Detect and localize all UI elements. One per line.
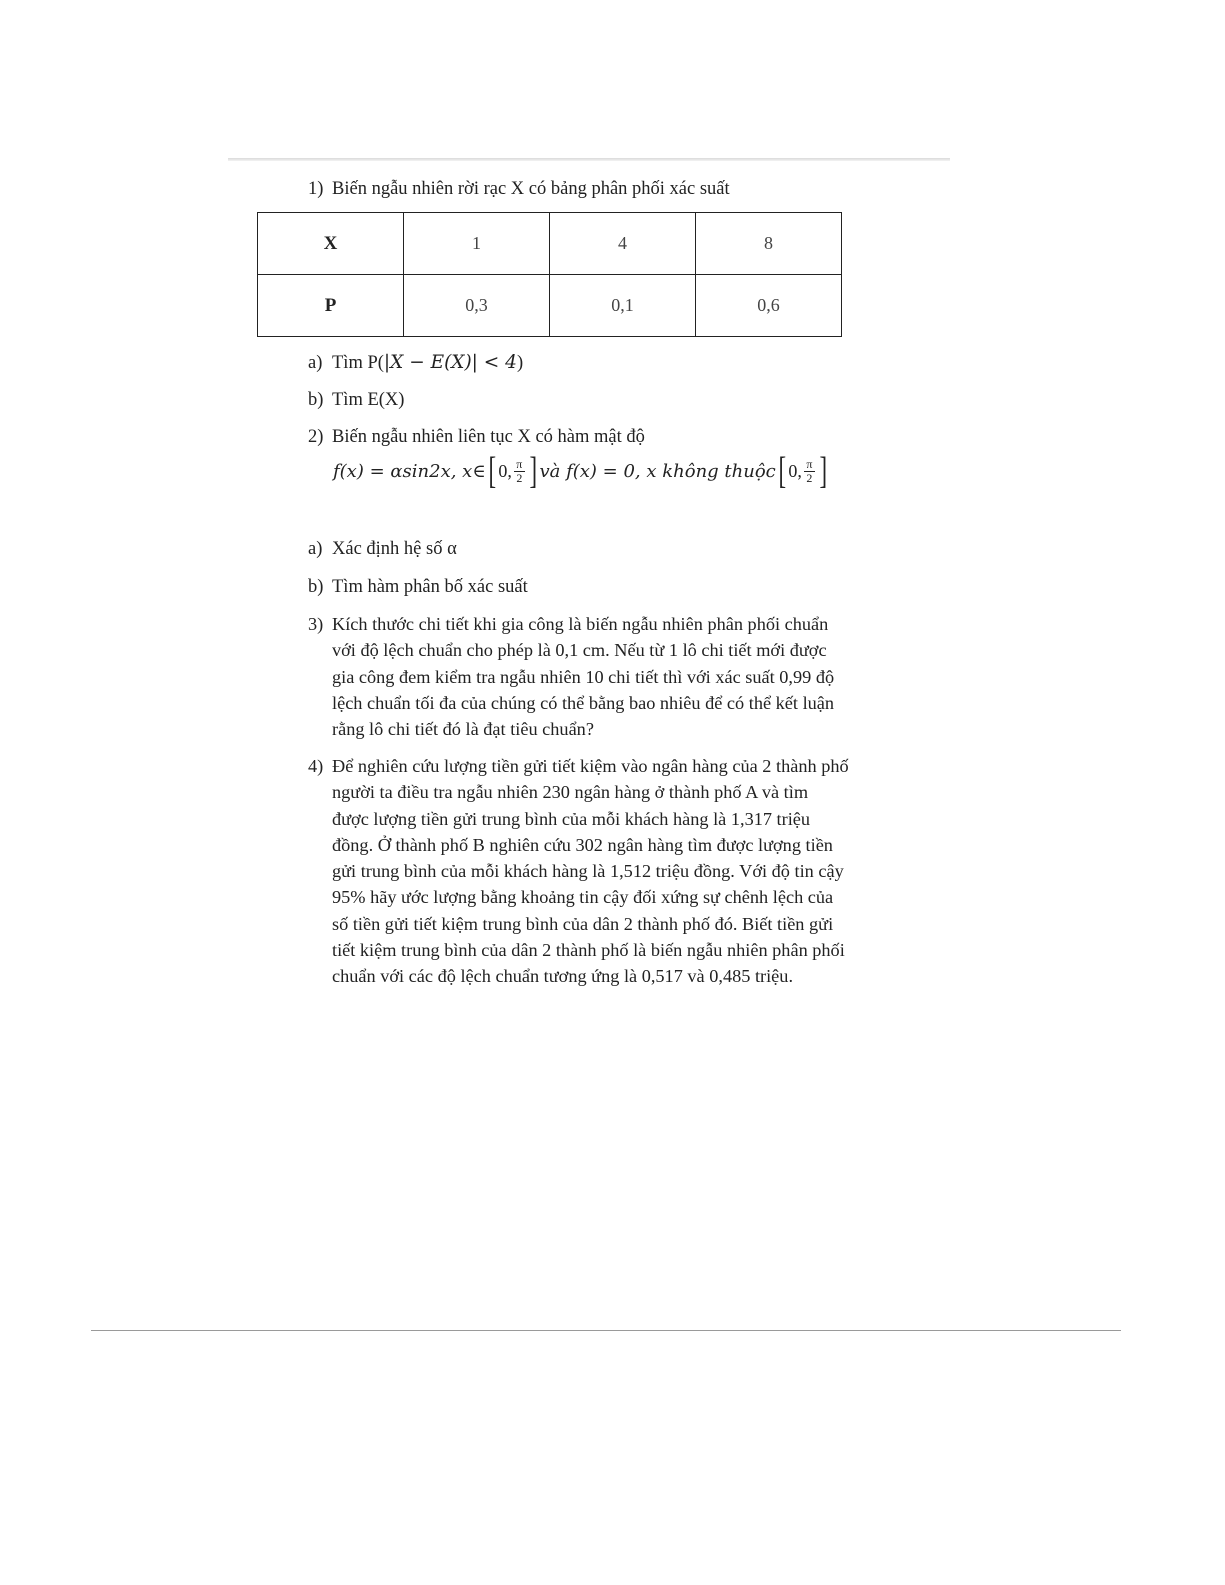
question-3-number: 3) <box>308 614 324 634</box>
question-2a-text: Xác định hệ số α <box>332 539 457 559</box>
question-2b-label: b) <box>308 577 324 597</box>
question-1a-label: a) <box>308 353 323 373</box>
table-row <box>258 275 842 337</box>
bottom-divider <box>91 1330 1121 1331</box>
bracket-open: [ <box>488 450 496 492</box>
question-2a <box>308 536 457 562</box>
interval-start-2: 0, <box>788 460 802 481</box>
question-4-line: chuẩn với các độ lệch chuẩn tương ứng là 0,517 và 0,485 triệu. <box>332 966 794 987</box>
question-3-line: rằng lô chi tiết đó là đạt tiêu chuẩn? <box>332 719 594 740</box>
question-1a-body <box>332 350 523 376</box>
question-1a-text: Tìm P( <box>332 353 384 373</box>
top-divider <box>228 158 950 161</box>
question-4 <box>308 753 849 990</box>
bracket-close-2: ] <box>819 450 828 492</box>
question-3-line: gia công đem kiểm tra ngẫu nhiên 10 chi tiết thì với xác suất 0,99 độ <box>332 666 835 687</box>
fraction-denominator: 2 <box>806 470 813 485</box>
question-1b-label: b) <box>308 390 324 410</box>
question-4-number: 4) <box>308 756 324 776</box>
table-cell: 4 <box>550 213 696 275</box>
table-cell: 1 <box>404 213 550 275</box>
question-4-line: 95% hãy ước lượng bằng khoảng tin cậy đối xứng sự chênh lệch của <box>332 887 834 908</box>
question-4-line: được lượng tiền gửi trung bình của mỗi khách hàng là 1,317 triệu <box>332 808 811 829</box>
bracket-open-2: [ <box>778 450 786 492</box>
fraction-pi-over-2 <box>514 458 525 485</box>
question-2-text: Biến ngẫu nhiên liên tục X có hàm mật độ <box>332 427 645 447</box>
question-4-line: tiết kiệm trung bình của dân 2 thành phố là biến ngẫu nhiên phân phối <box>332 940 845 961</box>
question-2a-label: a) <box>308 539 323 559</box>
question-4-line: số tiền gửi tiết kiệm trung bình của dân 2 thành phố đó. Biết tiền gửi <box>332 913 834 934</box>
question-1-number: 1) <box>308 179 324 199</box>
question-4-line: gửi trung bình của mỗi khách hàng là 1,512 triệu đồng. Với độ tin cậy <box>332 861 844 882</box>
question-3-line: lệch chuẩn tối đa của chúng có thể bằng bao nhiêu để có thể kết luận <box>332 692 835 713</box>
table-row-head-x: X <box>258 213 404 275</box>
fraction-numerator: π <box>806 456 813 471</box>
question-4-line: người ta điều tra ngẫu nhiên 230 ngân hàng ở thành phố A và tìm <box>332 782 809 803</box>
table-cell: 0,3 <box>404 275 550 337</box>
table-row-head-p: P <box>258 275 404 337</box>
question-1a-math: |X − E(X)| < 4 <box>383 352 517 373</box>
question-3-line: với độ lệch chuẩn cho phép là 0,1 cm. Nếu từ 1 lô chi tiết mới được <box>332 640 827 661</box>
question-1-text: Biến ngẫu nhiên rời rạc X có bảng phân phối xác suất <box>332 179 730 199</box>
interval-start: 0, <box>498 460 512 481</box>
question-1b-text: Tìm E(X) <box>332 390 405 410</box>
question-1 <box>308 176 730 202</box>
formula-mid: và f(x) = 0, x không thuộc <box>539 460 776 482</box>
table-row <box>258 213 842 275</box>
question-2-number: 2) <box>308 427 324 447</box>
formula-left: f(x) = αsin2x, x∈ <box>333 460 486 482</box>
table-cell: 8 <box>696 213 842 275</box>
question-4-line: Để nghiên cứu lượng tiền gửi tiết kiệm vào ngân hàng của 2 thành phố <box>332 756 849 776</box>
distribution-table <box>257 212 842 337</box>
question-2b <box>308 574 528 600</box>
question-1a-close: ) <box>516 353 524 373</box>
question-1a <box>308 350 524 376</box>
fraction-denominator: 2 <box>516 470 523 485</box>
question-2b-text: Tìm hàm phân bố xác suất <box>332 577 528 597</box>
fraction-pi-over-2-second <box>804 458 815 485</box>
question-1b <box>308 387 405 413</box>
table-cell: 0,1 <box>550 275 696 337</box>
density-formula <box>333 451 830 491</box>
question-4-line: đồng. Ở thành phố B nghiên cứu 302 ngân hàng tìm được lượng tiền <box>332 834 833 855</box>
fraction-numerator: π <box>516 456 523 471</box>
question-2 <box>308 424 645 450</box>
bracket-close: ] <box>529 450 537 492</box>
question-3-line: Kích thước chi tiết khi gia công là biến ngẫu nhiên phân phối chuẩn <box>332 614 829 634</box>
question-3 <box>308 611 834 742</box>
table-cell: 0,6 <box>696 275 842 337</box>
